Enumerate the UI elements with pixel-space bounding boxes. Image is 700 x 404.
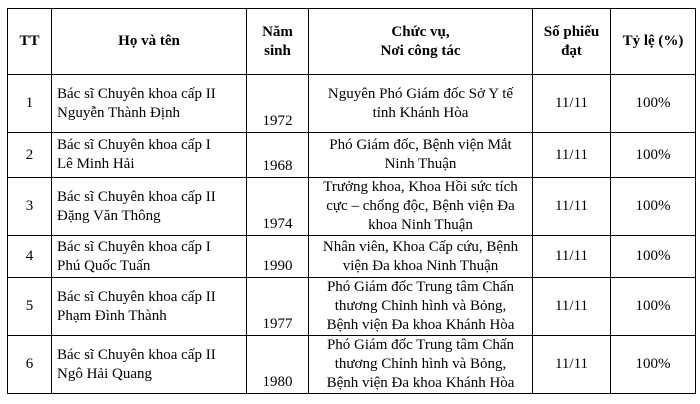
- birth-year: 1968: [247, 133, 309, 178]
- person-title: Bác sĩ Chuyên khoa cấp I: [57, 238, 211, 255]
- rate-cell: 100%: [611, 236, 696, 278]
- table-row: [8, 133, 696, 178]
- position-line: Phó Giám đốc Trung tâm Chấn: [326, 337, 515, 353]
- header-row: [8, 9, 696, 75]
- position-line: tỉnh Khánh Hòa: [372, 104, 469, 121]
- person-title: Bác sĩ Chuyên khoa cấp II: [57, 85, 216, 102]
- table-row: [8, 75, 696, 133]
- person-name: Lê Minh Hải: [57, 156, 135, 172]
- votes-cell: 11/11: [533, 278, 611, 336]
- birth-year: 1980: [247, 336, 309, 394]
- header-votes: [533, 9, 611, 75]
- person-title: Bác sĩ Chuyên khoa cấp II: [57, 288, 216, 305]
- position-cell: [309, 75, 533, 133]
- table-row: [8, 236, 696, 278]
- rate-cell: 100%: [611, 278, 696, 336]
- votes-cell: 11/11: [533, 178, 611, 236]
- rate-cell: 100%: [611, 178, 696, 236]
- position-line: cực – chống độc, Bệnh viện Đa: [326, 198, 515, 214]
- votes-cell: 11/11: [533, 336, 611, 394]
- person-cell: [52, 278, 247, 336]
- rate-cell: 100%: [611, 75, 696, 133]
- table-row: [8, 178, 696, 236]
- header-rate: Tỷ lệ (%): [611, 9, 696, 75]
- header-year-line: sinh: [264, 42, 291, 59]
- position-line: Phó Giám đốc, Bệnh viện Mắt: [329, 137, 512, 153]
- row-number: 1: [8, 75, 52, 133]
- person-cell: [52, 336, 247, 394]
- rate-cell: 100%: [611, 336, 696, 394]
- position-line: Nhân viên, Khoa Cấp cứu, Bệnh: [322, 238, 519, 255]
- position-line: Bệnh viện Đa khoa Khánh Hòa: [326, 317, 515, 333]
- person-title: Bác sĩ Chuyên khoa cấp II: [57, 188, 216, 205]
- header-votes-line: Số phiếu: [543, 23, 600, 40]
- votes-cell: 11/11: [533, 236, 611, 278]
- position-line: viện Đa khoa Ninh Thuận: [342, 257, 499, 274]
- row-number: 2: [8, 133, 52, 178]
- position-line: Phó Giám đốc Trung tâm Chấn: [326, 279, 515, 295]
- row-number: 5: [8, 278, 52, 336]
- position-line: Ninh Thuận: [384, 156, 457, 172]
- position-line: Trưởng khoa, Khoa Hồi sức tích: [323, 179, 518, 195]
- position-cell: [309, 278, 533, 336]
- birth-year: 1977: [247, 278, 309, 336]
- person-name: Nguyễn Thành Định: [57, 104, 181, 121]
- header-position-line: Chức vụ,: [391, 23, 450, 40]
- header-year-line: Năm: [262, 23, 293, 40]
- person-name: Phú Quốc Tuấn: [57, 257, 151, 274]
- birth-year: 1974: [247, 178, 309, 236]
- candidates-table: [7, 8, 696, 394]
- position-line: thương Chỉnh hình và Bỏng,: [334, 356, 507, 372]
- header-position: [309, 9, 533, 75]
- birth-year: 1972: [247, 75, 309, 133]
- table-row: [8, 278, 696, 336]
- person-name: Đặng Văn Thông: [57, 207, 161, 224]
- person-cell: [52, 133, 247, 178]
- votes-cell: 11/11: [533, 75, 611, 133]
- row-number: 3: [8, 178, 52, 236]
- position-cell: [309, 236, 533, 278]
- position-line: thương Chỉnh hình và Bỏng,: [334, 298, 507, 314]
- table-row: [8, 336, 696, 394]
- row-number: 6: [8, 336, 52, 394]
- position-line: Nguyên Phó Giám đốc Sở Y tế: [327, 85, 514, 102]
- row-number: 4: [8, 236, 52, 278]
- rate-cell: 100%: [611, 133, 696, 178]
- header-name: Họ và tên: [52, 9, 247, 75]
- position-line: Bệnh viện Đa khoa Khánh Hòa: [326, 375, 515, 391]
- person-cell: [52, 236, 247, 278]
- header-year: [247, 9, 309, 75]
- position-line: khoa Ninh Thuận: [368, 217, 473, 233]
- header-votes-line: đạt: [561, 42, 582, 59]
- header-tt: TT: [8, 9, 52, 75]
- person-cell: [52, 178, 247, 236]
- person-cell: [52, 75, 247, 133]
- position-cell: [309, 133, 533, 178]
- position-cell: [309, 336, 533, 394]
- person-name: Phạm Đình Thành: [57, 307, 167, 324]
- position-cell: [309, 178, 533, 236]
- person-title: Bác sĩ Chuyên khoa cấp II: [57, 346, 216, 363]
- header-position-line: Nơi công tác: [380, 42, 461, 59]
- votes-cell: 11/11: [533, 133, 611, 178]
- person-title: Bác sĩ Chuyên khoa cấp I: [57, 137, 211, 153]
- person-name: Ngô Hải Quang: [57, 365, 152, 382]
- birth-year: 1990: [247, 236, 309, 278]
